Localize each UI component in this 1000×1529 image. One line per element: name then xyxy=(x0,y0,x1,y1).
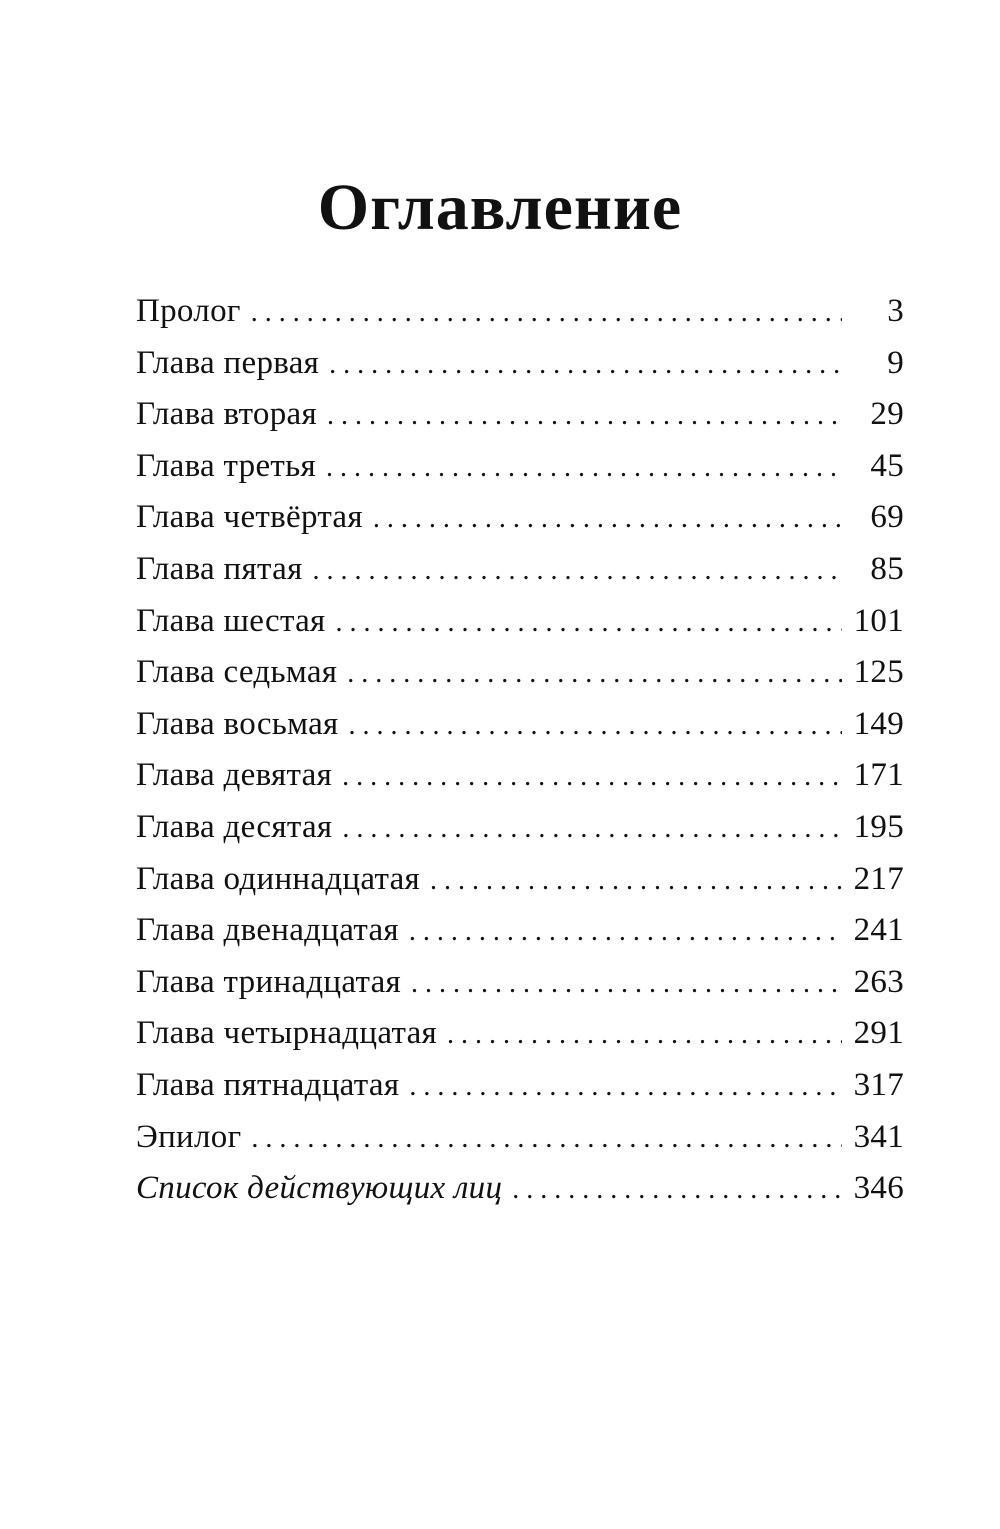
dot-leader xyxy=(430,855,842,907)
dot-leader xyxy=(342,751,842,803)
dot-leader xyxy=(349,700,842,752)
toc-entry-label: Глава девятая xyxy=(136,757,333,794)
toc-entry xyxy=(136,596,904,648)
toc-entry xyxy=(136,647,904,699)
dot-leader xyxy=(409,906,842,958)
toc-entry xyxy=(136,1008,904,1060)
toc-entry-label: Глава шестая xyxy=(136,602,326,639)
toc-entry xyxy=(136,957,904,1009)
toc-entry xyxy=(136,1112,904,1164)
toc-entry-page-number: 3 xyxy=(887,293,904,329)
toc-entry-page-number: 263 xyxy=(853,963,904,1000)
toc-entry xyxy=(136,338,904,390)
dot-leader xyxy=(373,493,842,545)
dot-leader xyxy=(447,1009,842,1061)
toc-entry-label: Список действующих лиц xyxy=(136,1170,503,1207)
toc-entry-label: Глава вторая xyxy=(136,396,317,433)
toc-entry-label: Эпилог xyxy=(136,1118,242,1155)
dot-leader xyxy=(347,648,842,700)
toc-entry-page-number: 291 xyxy=(853,1015,904,1052)
dot-leader xyxy=(512,1164,842,1216)
dot-leader xyxy=(411,958,842,1010)
toc-entry-page-number: 341 xyxy=(853,1118,904,1155)
toc-entry-page-number: 101 xyxy=(853,602,904,639)
dot-leader xyxy=(251,287,842,339)
toc-entry-label: Глава третья xyxy=(136,447,316,484)
toc-entry-label: Глава одиннадцатая xyxy=(136,860,421,897)
toc-entry xyxy=(136,1163,904,1215)
toc-entry xyxy=(136,905,904,957)
toc-entry-label: Глава восьмая xyxy=(136,705,339,742)
toc-entry-label: Глава четырнадцатая xyxy=(136,1015,437,1052)
toc-entry-page-number: 9 xyxy=(887,344,904,381)
dot-leader xyxy=(409,1061,842,1113)
toc-entry-page-number: 217 xyxy=(853,860,904,897)
toc-entry-page-number: 171 xyxy=(853,757,904,794)
toc-entry-page-number: 195 xyxy=(853,808,904,845)
toc-entry xyxy=(136,389,904,441)
toc-entry xyxy=(136,699,904,751)
toc-entry xyxy=(136,750,904,802)
toc-entry-page-number: 149 xyxy=(853,705,904,742)
toc-entry-page-number: 29 xyxy=(870,396,904,433)
toc-entry-label: Глава пятнадцатая xyxy=(136,1066,400,1103)
dot-leader xyxy=(313,545,842,597)
toc-entry-page-number: 85 xyxy=(870,550,904,587)
toc-entry-label: Глава пятая xyxy=(136,550,303,587)
table-of-contents xyxy=(136,286,904,1215)
toc-entry-label: Глава седьмая xyxy=(136,654,338,691)
dot-leader xyxy=(329,339,842,391)
dot-leader xyxy=(336,597,842,649)
toc-entry xyxy=(136,802,904,854)
toc-entry xyxy=(136,854,904,906)
toc-entry-label: Глава двенадцатая xyxy=(136,912,399,949)
toc-entry xyxy=(136,441,904,493)
toc-entry xyxy=(136,492,904,544)
toc-entry-label: Глава четвёртая xyxy=(136,499,363,536)
toc-entry-page-number: 125 xyxy=(853,654,904,691)
toc-entry-label: Глава десятая xyxy=(136,808,333,845)
dot-leader xyxy=(342,803,842,855)
toc-entry-label: Глава тринадцатая xyxy=(136,963,402,1000)
toc-entry xyxy=(136,1060,904,1112)
toc-entry-page-number: 45 xyxy=(870,447,904,484)
page-title: Оглавление xyxy=(317,171,683,244)
toc-entry-page-number: 317 xyxy=(853,1066,904,1103)
toc-entry-page-number: 69 xyxy=(870,499,904,536)
toc-entry-page-number: 241 xyxy=(853,912,904,949)
dot-leader xyxy=(251,1113,842,1165)
toc-entry xyxy=(136,286,904,338)
toc-entry-label: Пролог xyxy=(136,293,241,329)
toc-entry-page-number: 346 xyxy=(853,1170,904,1207)
dot-leader xyxy=(326,442,842,494)
dot-leader xyxy=(327,390,842,442)
toc-entry xyxy=(136,544,904,596)
toc-entry-label: Глава первая xyxy=(136,344,320,381)
